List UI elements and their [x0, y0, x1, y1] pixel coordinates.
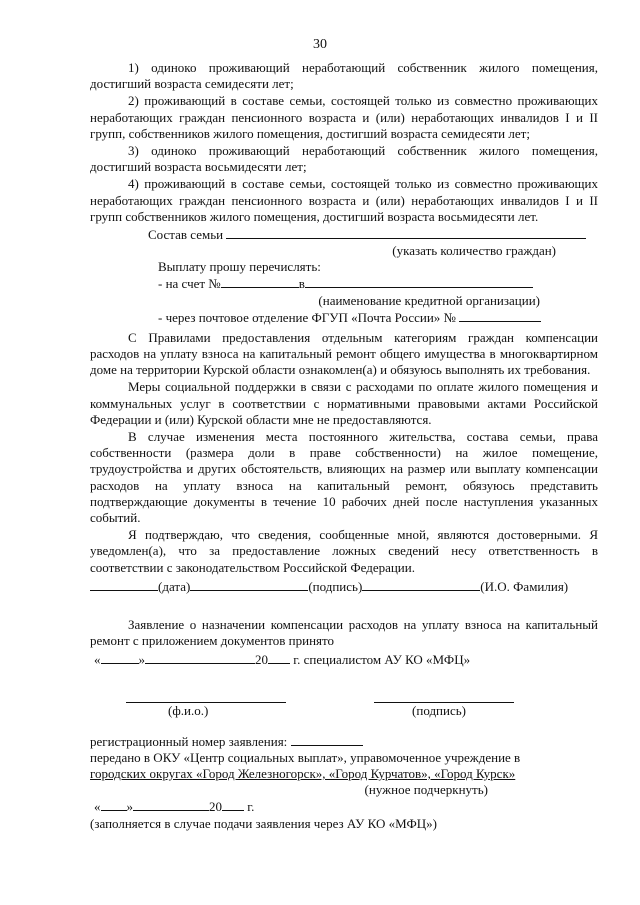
acceptance-signature-captions	[90, 703, 598, 719]
signature-caption: (подпись)	[308, 578, 363, 594]
specialist-signature-caption: (подпись)	[412, 702, 466, 718]
acceptance-text: Заявление о назначении компенсации расходов на уплату взноса на капитальный ремонт с приложением документов принято	[90, 617, 598, 649]
account-in: в	[298, 276, 305, 292]
account-number-blank[interactable]	[221, 275, 299, 288]
acceptance-signature-lines	[90, 690, 598, 703]
fio-caption: (ф.и.о.)	[168, 702, 209, 718]
underline-hint: (нужное подчеркнуть)	[364, 782, 488, 798]
transfer-line-1: передано в ОКУ «Центр социальных выплат», управомоченное учреждение в	[90, 749, 521, 765]
reg-number-line	[90, 733, 598, 750]
acceptance-day-blank[interactable]	[101, 651, 139, 664]
signature-line	[90, 578, 598, 595]
date-caption: (дата)	[158, 578, 191, 594]
declaration-rules: С Правилами предоставления отдельным категориям граждан компенсации расходов на уплату взноса на капитальный ремонт общего имущества в многоквартирном доме на территории Курской области ознакомлен(а) и обязуюсь выполнять их требования.	[90, 329, 598, 378]
condition-3: 3) одиноко проживающий неработающий собственник жилого помещения, достигший возраста восьмидесяти лет;	[90, 143, 598, 175]
family-hint: (указать количество граждан)	[392, 243, 556, 259]
page-number: 30	[313, 37, 327, 52]
transfer-line-2: городских округах «Город Железногорск», «Город Курчатов», «Город Курск»	[90, 766, 516, 782]
family-blank[interactable]	[226, 226, 586, 239]
footer-quote-open: «	[94, 799, 101, 815]
transfer-day-blank[interactable]	[101, 798, 127, 811]
transfer-year-blank[interactable]	[222, 798, 244, 811]
declaration-changes: В случае изменения места постоянного жительства, состава семьи, права собственности (размера доли в праве собственности) на жилое помещение, трудоустройства и других обстоятельств, влияющих на размер или выплату компенсации расходов на уплату взноса на капитальный ремонт, обязуюсь представить подтверждающие документы в течение 10 рабочих дней после наступления указанных событий.	[90, 429, 598, 526]
name-blank[interactable]	[362, 578, 480, 591]
declaration-no-support: Меры социальной поддержки в связи с расходами по оплате жилого помещения и коммунальных услуг в соответствии с нормативными правовыми актами Российской Федерации и (или) Курской области мне не предоставляются.	[90, 379, 598, 427]
account-prefix: - на счет №	[158, 276, 221, 292]
quote-open: «	[94, 651, 101, 667]
acceptance-month-blank[interactable]	[145, 651, 255, 664]
bank-blank[interactable]	[305, 275, 533, 288]
condition-4: 4) проживающий в составе семьи, состоящей только из совместно проживающих неработающих граждан пенсионного возраста и (или) неработающих инвалидов I и II групп собственников жилого помещения, достигший возраста восьмидесяти лет.	[90, 176, 598, 224]
reg-number-label: регистрационный номер заявления:	[90, 733, 288, 749]
footer-year-prefix: 20	[209, 799, 222, 815]
bank-hint: (наименование кредитной организации)	[318, 292, 540, 308]
condition-2: 2) проживающий в составе семьи, состоящей только из совместно проживающих неработающих граждан пенсионного возраста и (или) неработающих инвалидов I и II групп, собственников жилого помещения, достигший возраста семидесяти лет;	[90, 93, 598, 141]
transfer-month-blank[interactable]	[133, 798, 209, 811]
date-blank[interactable]	[90, 578, 158, 591]
acceptance-date-line	[90, 651, 598, 668]
footer-year-suffix: г.	[247, 799, 255, 815]
specialist-signature-blank[interactable]	[374, 690, 514, 703]
document-body	[90, 60, 598, 832]
post-line	[90, 309, 598, 326]
declaration-truth: Я подтверждаю, что сведения, сообщенные мной, являются достоверными. Я уведомлен(а), что за предоставление ложных сведений несу ответственность в соответствии с законодательством Российской Федерации.	[90, 527, 598, 575]
family-label: Состав семьи	[148, 227, 224, 243]
name-caption: (И.О. Фамилия)	[480, 578, 569, 594]
post-text: - через почтовое отделение ФГУП «Почта России» №	[158, 309, 456, 325]
mfc-note: (заполняется в случае подачи заявления через АУ КО «МФЦ»)	[90, 815, 437, 831]
transfer-date-line	[90, 798, 598, 815]
acceptance-specialist: г. специалистом АУ КО «МФЦ»	[293, 651, 471, 667]
reg-number-blank[interactable]	[291, 733, 363, 746]
fio-blank[interactable]	[126, 690, 286, 703]
quote-close: »	[138, 651, 145, 667]
acceptance-year-blank[interactable]	[268, 651, 290, 664]
signature-blank[interactable]	[190, 578, 308, 591]
post-office-blank[interactable]	[459, 309, 541, 322]
footer-quote-close: »	[126, 799, 133, 815]
family-line	[90, 226, 598, 243]
condition-1: 1) одиноко проживающий неработающий собственник жилого помещения, достигший возраста семидесяти лет;	[90, 60, 598, 92]
payment-intro: Выплату прошу перечислять:	[158, 259, 321, 275]
account-line	[90, 275, 598, 292]
year-prefix: 20	[255, 651, 268, 667]
